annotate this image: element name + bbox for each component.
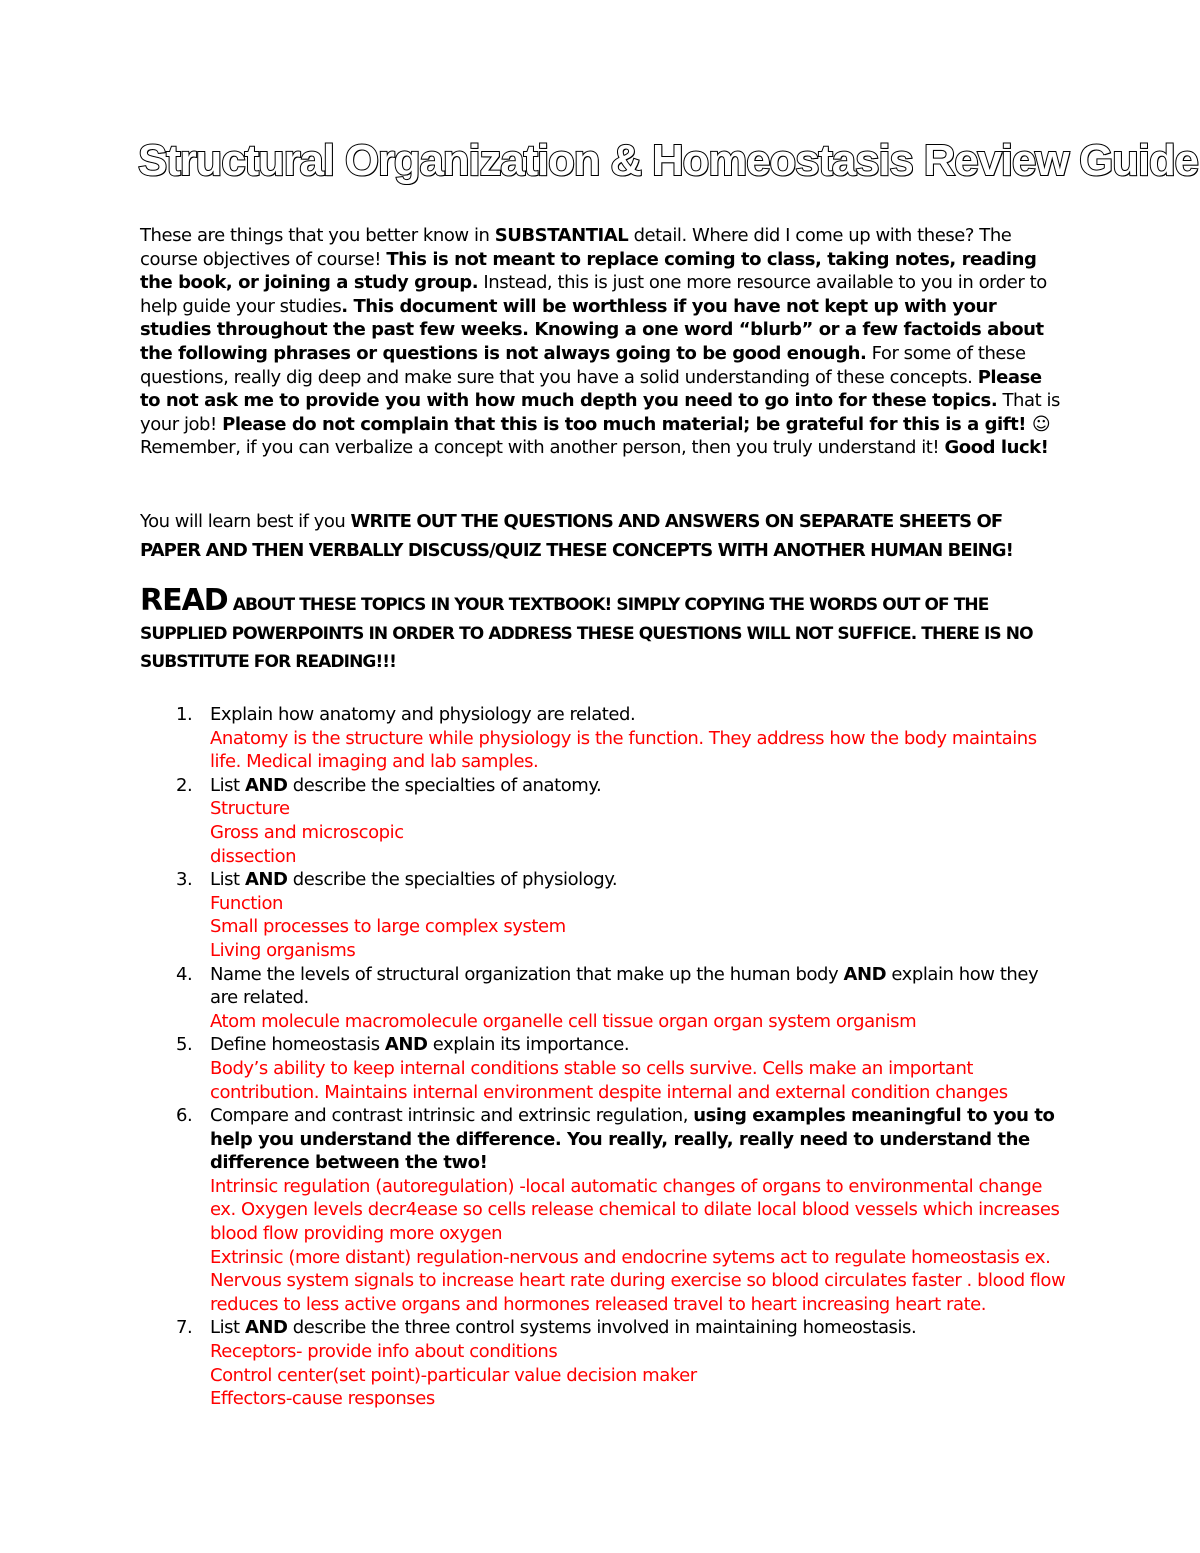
answer-line: Atom molecule macromolecule organelle cell tissue organ organ system organism [210, 1010, 917, 1032]
question-text [210, 1316, 1070, 1340]
answer-line: dissection [210, 845, 297, 867]
intro-emphasis: This is not meant to replace coming to class, taking notes, reading the book, or joining a study group. [140, 248, 1037, 294]
answer-line: Function [210, 892, 283, 914]
question-text-part: Explain how anatomy and physiology are related. [210, 704, 636, 725]
question-item [140, 868, 1070, 962]
question-number: 1. [176, 704, 193, 725]
question-item [140, 774, 1070, 868]
question-number: 2. [176, 774, 193, 796]
question-text [210, 774, 1070, 798]
answer-line: Effectors-cause responses [210, 1388, 435, 1410]
intro-emphasis: . This document will be worthless if you have not kept up with your studies throughout the past few weeks. Knowing a one word “blurb” or a few factoids about the following phrases or questions is not always going to be good enough. [140, 295, 1044, 364]
question-number: 6. [176, 1105, 193, 1127]
answer-line: Living organisms [210, 939, 356, 961]
question-text [210, 1104, 1070, 1175]
intro-emphasis: Please do not complain that this is too much material; be grateful for this is a gift! ☺ [222, 413, 1051, 435]
answer-line: Gross and microscopic [210, 821, 404, 843]
question-text-part: List [210, 869, 245, 891]
question-text-part: Compare and contrast intrinsic and extrinsic regulation, [210, 1105, 694, 1127]
intro-text: For some of these questions, really dig deep and make sure that you have a solid understanding of these concepts. [140, 342, 1026, 388]
question-text-part: Define homeostasis [210, 1034, 385, 1056]
intro-emphasis: Good luck! [944, 437, 1049, 459]
question-item [140, 1316, 1070, 1410]
write-out-paragraph [140, 507, 1065, 565]
question-number: 7. [176, 1317, 193, 1339]
question-text [210, 868, 1070, 892]
question-text-part: List [210, 1317, 245, 1339]
question-text-part: describe the three control systems involved in maintaining homeostasis. [287, 1317, 917, 1339]
intro-text: Remember, if you can verbalize a concept with another person, then you truly understand it! [140, 437, 945, 459]
answer-line: Structure [210, 798, 290, 820]
question-text-part: Name the levels of structural organization that make up the human body [210, 963, 844, 985]
page-title: Structural Organization & Homeostasis Review Guide [138, 136, 1198, 185]
intro-emphasis: Please to not ask me to provide you with how much depth you need to go into for these topics. [140, 366, 1042, 412]
question-text-part: explain its importance. [427, 1034, 630, 1056]
question-number: 4. [176, 963, 193, 985]
question-text [210, 963, 1070, 1010]
answer-line: Intrinsic regulation (autoregulation) -local automatic changes of organs to environmental change ex. Oxygen levels decr4ease so cells release chemical to dilate local blood vessels which increases blood flow providing more oxygen [210, 1175, 1060, 1245]
question-emphasis: AND [384, 1034, 428, 1056]
intro-paragraph [140, 224, 1065, 460]
answer-line: Extrinsic (more distant) regulation-nervous and endocrine sytems act to regulate homeostasis ex. Nervous system signals to increase heart rate during exercise so blood circulates faster . blood flow reduces to less active organs and hormones released travel to heart increasing heart rate. [210, 1246, 1066, 1315]
question-number: 3. [176, 869, 193, 891]
question-text-part: describe the specialties of anatomy. [287, 774, 602, 796]
question-item [140, 1104, 1070, 1316]
question-item [140, 1033, 1070, 1104]
read-heading: READ [140, 583, 228, 618]
question-text-part: describe the specialties of physiology. [287, 869, 618, 891]
intro-text: detail. Where did I come up with these? The course objectives of course! [140, 225, 1012, 270]
read-text: ABOUT THESE TOPICS IN YOUR TEXTBOOK! SIMPLY COPYING THE WORDS OUT OF THE SUPPLIED POWERPOINTS IN ORDER TO ADDRESS THESE QUESTIONS WILL NOT SUFFICE. THERE IS NO SUBSTITUTE FOR READING!!! [140, 595, 1033, 672]
question-list [140, 703, 1070, 1411]
question-item [140, 963, 1070, 1034]
write-out-lead: You will learn best if you [140, 511, 351, 532]
question-emphasis: using examples meaningful to you to help you understand the difference. You really, really, really need to understand the difference between the two! [210, 1105, 1055, 1174]
answer-line: Anatomy is the structure while physiology is the function. They address how the body maintains life. Medical imaging and lab samples. [210, 727, 1037, 773]
question-emphasis: AND [244, 1317, 288, 1339]
read-paragraph [140, 583, 1065, 677]
intro-emphasis: SUBSTANTIAL [494, 225, 629, 246]
question-emphasis: AND [843, 963, 887, 985]
question-number: 5. [176, 1034, 193, 1056]
question-text-part: explain how they are related. [210, 963, 1039, 1009]
intro-text: That is your job! [140, 390, 1060, 435]
answer-line: Body’s ability to keep internal conditions stable so cells survive. Cells make an important contribution. Maintains internal environment despite internal and external condition changes [210, 1057, 1008, 1103]
question-item [140, 703, 1070, 774]
question-text-part: List [210, 774, 245, 796]
intro-text: Instead, this is just one more resource available to you in order to help guide your studies [140, 272, 1047, 317]
answer-line: Control center(set point)-particular value decision maker [210, 1364, 697, 1386]
answer-line: Receptors- provide info about conditions [210, 1341, 558, 1363]
question-text [210, 703, 1070, 727]
question-emphasis: AND [244, 774, 288, 796]
question-emphasis: AND [244, 869, 288, 891]
write-out-emphasis: WRITE OUT THE QUESTIONS AND ANSWERS ON SEPARATE SHEETS OF PAPER AND THEN VERBALLY DISCUSS/QUIZ THESE CONCEPTS WITH ANOTHER HUMAN BEING! [140, 511, 1013, 561]
question-text [210, 1033, 1070, 1057]
intro-text: These are things that you better know in [140, 225, 495, 246]
answer-line: Small processes to large complex system [210, 916, 566, 938]
